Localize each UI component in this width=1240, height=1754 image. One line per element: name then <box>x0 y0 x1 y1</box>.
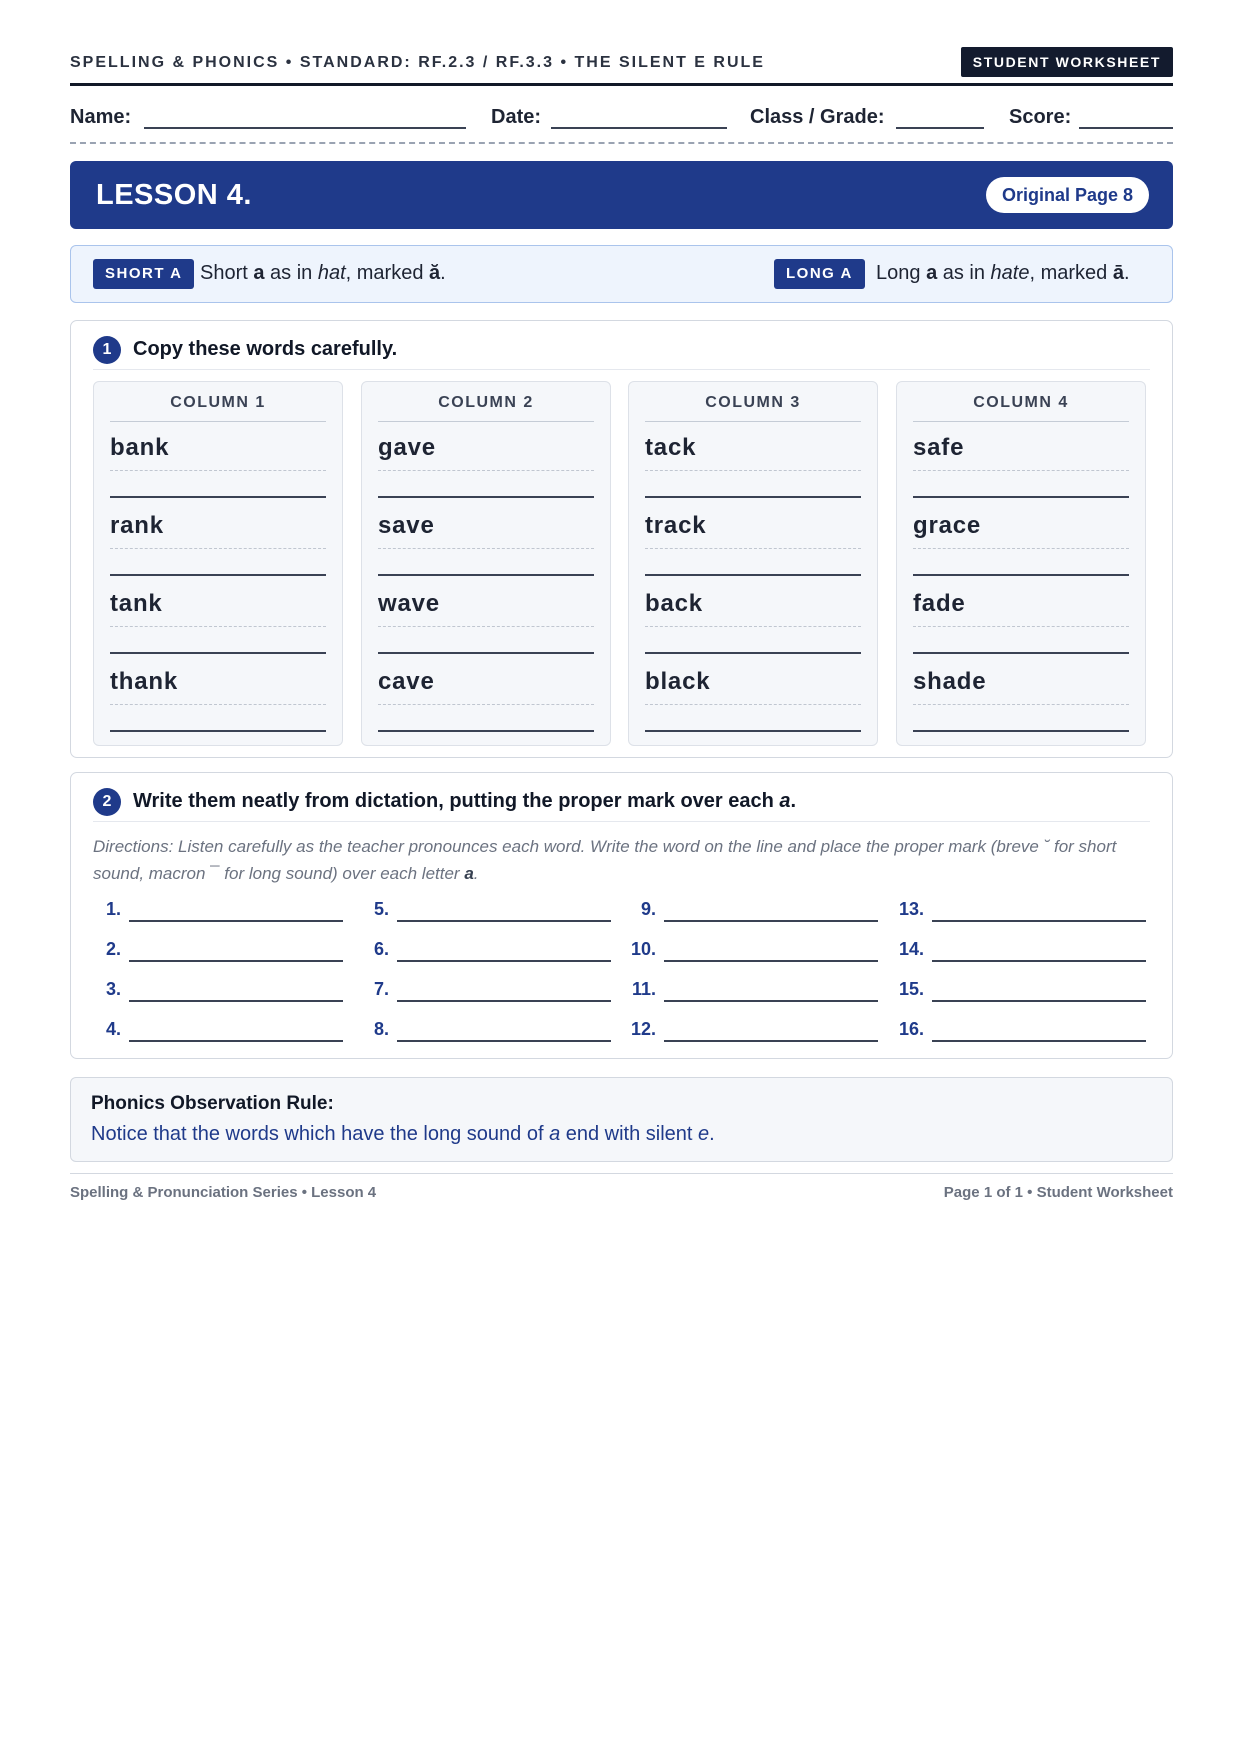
dictation-writing-line[interactable] <box>664 1040 878 1042</box>
section-2-number: 2 <box>93 788 121 816</box>
word-guide-line <box>913 626 1129 627</box>
copy-writing-line[interactable] <box>110 496 326 498</box>
word-guide-line <box>645 626 861 627</box>
copy-writing-line[interactable] <box>110 652 326 654</box>
spelling-word: cave <box>378 668 435 695</box>
dictation-number: 13. <box>898 899 924 919</box>
dictation-item[interactable] <box>93 1016 343 1046</box>
dictation-writing-line[interactable] <box>129 1000 343 1002</box>
column-header: COLUMN 2 <box>378 394 594 422</box>
spelling-word: safe <box>913 434 965 461</box>
dictation-writing-line[interactable] <box>397 1000 611 1002</box>
copy-writing-line[interactable] <box>913 496 1129 498</box>
dictation-number: 1. <box>105 899 121 919</box>
page-footer <box>70 1173 1173 1213</box>
column-header: COLUMN 4 <box>913 394 1129 422</box>
dictation-writing-line[interactable] <box>932 920 1146 922</box>
dictation-writing-line[interactable] <box>397 960 611 962</box>
dictation-writing-line[interactable] <box>129 920 343 922</box>
dictation-item[interactable] <box>896 896 1146 926</box>
short-a-description: Short a as in hat, marked ă. <box>200 262 446 284</box>
spelling-word: shade <box>913 668 987 695</box>
word-guide-line <box>378 470 594 471</box>
copy-writing-line[interactable] <box>378 652 594 654</box>
spelling-word: tank <box>110 590 163 617</box>
sound-legend <box>70 245 1173 303</box>
copy-writing-line[interactable] <box>645 574 861 576</box>
dictation-directions: Directions: Listen carefully as the teacher pronounces each word. Write the word on the line and place the proper mark (breve ˘ for short sound, macron ¯ for long sound) over each letter a. <box>93 837 1117 883</box>
word-guide-line <box>110 548 326 549</box>
original-page-pill: Original Page 8 <box>986 177 1149 213</box>
dictation-number: 9. <box>640 899 656 919</box>
spelling-word: fade <box>913 590 966 617</box>
dictation-number: 15. <box>898 979 924 999</box>
spelling-word: grace <box>913 512 982 539</box>
copy-writing-line[interactable] <box>913 574 1129 576</box>
dictation-number: 8. <box>373 1019 389 1039</box>
dictation-number: 12. <box>630 1019 656 1039</box>
word-guide-line <box>913 470 1129 471</box>
long-a-description: Long a as in hate, marked ā. <box>876 262 1130 284</box>
copy-writing-line[interactable] <box>913 730 1129 732</box>
class-grade-label: Class / Grade: <box>750 106 885 128</box>
spelling-word: thank <box>110 668 179 695</box>
spelling-word: tack <box>645 434 697 461</box>
word-column-4 <box>896 381 1146 746</box>
copy-writing-line[interactable] <box>645 652 861 654</box>
short-a-tag: SHORT A <box>93 259 194 289</box>
copy-words-section <box>70 320 1173 758</box>
class-grade-line[interactable] <box>896 127 984 129</box>
dictation-item[interactable] <box>361 936 611 966</box>
dictation-number: 16. <box>898 1019 924 1039</box>
standard-meta: SPELLING & PHONICS • STANDARD: RF.2.3 / RF.3.3 • THE SILENT E RULE <box>70 54 765 71</box>
column-header: COLUMN 1 <box>110 394 326 422</box>
dictation-writing-line[interactable] <box>129 960 343 962</box>
dictation-writing-line[interactable] <box>932 1000 1146 1002</box>
copy-writing-line[interactable] <box>110 574 326 576</box>
section-2-title: Write them neatly from dictation, putting the proper mark over each a. <box>133 790 797 812</box>
dictation-writing-line[interactable] <box>397 920 611 922</box>
spelling-word: rank <box>110 512 164 539</box>
dictation-item[interactable] <box>896 976 1146 1006</box>
footer-page-info: Page 1 of 1 • Student Worksheet <box>943 1184 1173 1201</box>
dictation-number: 4. <box>105 1019 121 1039</box>
dictation-item[interactable] <box>93 936 343 966</box>
section-1-divider <box>93 369 1150 370</box>
spelling-word: track <box>645 512 707 539</box>
dictation-number: 3. <box>105 979 121 999</box>
date-line[interactable] <box>551 127 727 129</box>
dictation-number: 14. <box>898 939 924 959</box>
section-1-number: 1 <box>93 336 121 364</box>
dictation-writing-line[interactable] <box>932 960 1146 962</box>
section-2-divider <box>93 821 1150 822</box>
dictation-item[interactable] <box>628 936 878 966</box>
long-a-tag: LONG A <box>774 259 865 289</box>
phonics-rule-box <box>70 1077 1173 1162</box>
dictation-writing-line[interactable] <box>664 1000 878 1002</box>
dictation-writing-line[interactable] <box>664 960 878 962</box>
class-grade-field[interactable] <box>750 106 885 129</box>
spelling-word: bank <box>110 434 170 461</box>
copy-writing-line[interactable] <box>645 730 861 732</box>
dictation-writing-line[interactable] <box>932 1040 1146 1042</box>
copy-writing-line[interactable] <box>110 730 326 732</box>
name-line[interactable] <box>144 127 466 129</box>
spelling-word: save <box>378 512 435 539</box>
dictation-item[interactable] <box>628 976 878 1006</box>
dictation-item[interactable] <box>628 896 878 926</box>
spelling-word: gave <box>378 434 436 461</box>
lesson-banner <box>70 161 1173 229</box>
date-field[interactable] <box>491 106 541 129</box>
dictation-number: 2. <box>105 939 121 959</box>
name-field[interactable] <box>70 106 131 129</box>
dictation-item[interactable] <box>93 976 343 1006</box>
word-column-2 <box>361 381 611 746</box>
rule-body: Notice that the words which have the long sound of a end with silent e. <box>91 1123 715 1145</box>
spelling-word: wave <box>378 590 440 617</box>
student-worksheet-badge: STUDENT WORKSHEET <box>961 47 1173 77</box>
word-guide-line <box>645 704 861 705</box>
word-guide-line <box>913 548 1129 549</box>
dictation-number: 6. <box>373 939 389 959</box>
dictation-item[interactable] <box>361 1016 611 1046</box>
dictation-section <box>70 772 1173 1059</box>
dictation-number: 5. <box>373 899 389 919</box>
macron-mark: ā <box>1112 262 1124 284</box>
word-guide-line <box>110 704 326 705</box>
dictation-writing-line[interactable] <box>397 1040 611 1042</box>
top-header <box>70 46 1173 86</box>
score-field[interactable] <box>1009 106 1071 129</box>
dictation-item[interactable] <box>896 1016 1146 1046</box>
copy-writing-line[interactable] <box>645 496 861 498</box>
spelling-word: black <box>645 668 711 695</box>
dictation-number: 7. <box>373 979 389 999</box>
student-info-fields <box>70 104 1173 144</box>
dictation-writing-line[interactable] <box>129 1040 343 1042</box>
word-guide-line <box>110 626 326 627</box>
word-guide-line <box>645 548 861 549</box>
dictation-number: 10. <box>630 939 656 959</box>
dictation-writing-line[interactable] <box>664 920 878 922</box>
dictation-item[interactable] <box>93 896 343 926</box>
word-guide-line <box>913 704 1129 705</box>
word-guide-line <box>645 470 861 471</box>
dictation-item[interactable] <box>361 896 611 926</box>
word-guide-line <box>378 704 594 705</box>
score-label: Score: <box>1009 106 1072 128</box>
copy-writing-line[interactable] <box>378 496 594 498</box>
column-header: COLUMN 3 <box>645 394 861 422</box>
word-guide-line <box>110 470 326 471</box>
word-guide-line <box>378 626 594 627</box>
word-guide-line <box>378 548 594 549</box>
copy-writing-line[interactable] <box>378 730 594 732</box>
date-label: Date: <box>491 106 542 128</box>
section-1-title: Copy these words carefully. <box>133 338 398 360</box>
dictation-item[interactable] <box>628 1016 878 1046</box>
copy-writing-line[interactable] <box>378 574 594 576</box>
footer-series: Spelling & Pronunciation Series • Lesson 4 <box>70 1184 377 1201</box>
lesson-title: LESSON 4. <box>96 179 252 211</box>
dictation-item[interactable] <box>361 976 611 1006</box>
rule-title: Phonics Observation Rule: <box>91 1093 334 1114</box>
copy-writing-line[interactable] <box>913 652 1129 654</box>
word-column-1 <box>93 381 343 746</box>
dictation-number: 11. <box>631 979 656 999</box>
score-line[interactable] <box>1079 127 1173 129</box>
name-label: Name: <box>70 106 132 128</box>
word-column-3 <box>628 381 878 746</box>
breve-mark: ă <box>429 262 441 284</box>
dictation-item[interactable] <box>896 936 1146 966</box>
spelling-word: back <box>645 590 703 617</box>
